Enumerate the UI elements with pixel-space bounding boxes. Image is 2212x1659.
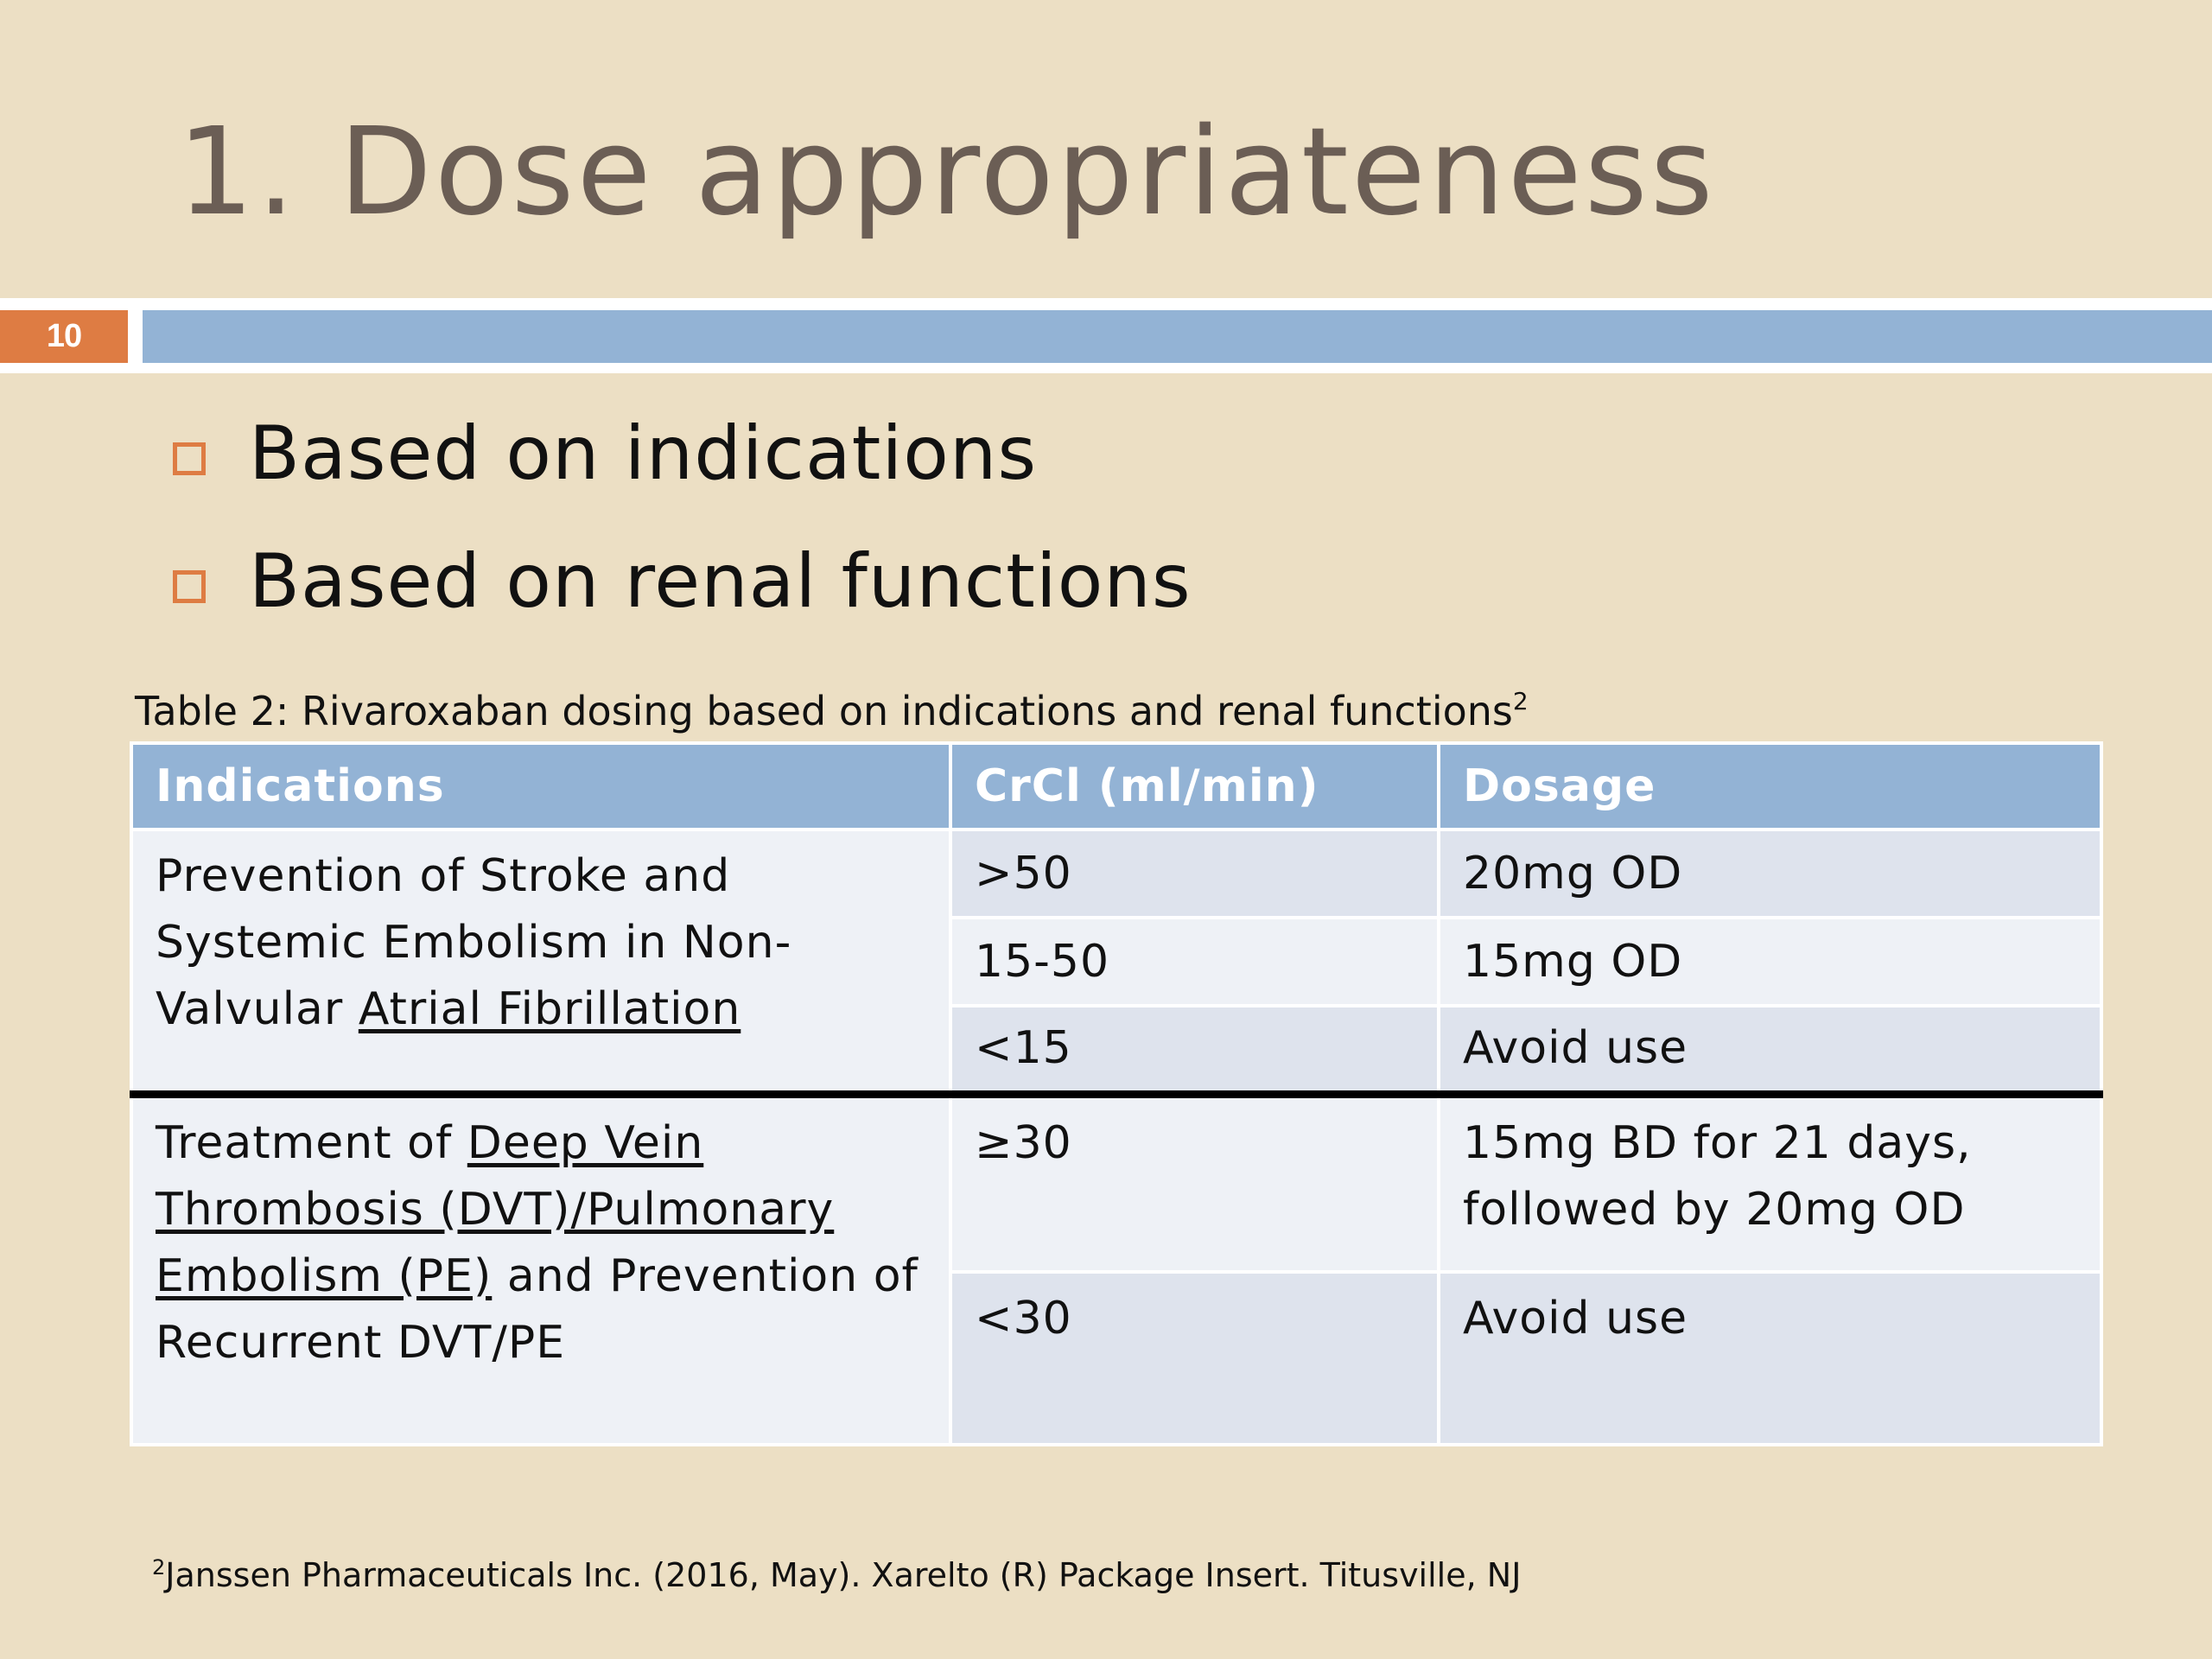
table-row: [131, 1094, 2101, 1272]
crcl-cell: 15-50: [950, 918, 1439, 1006]
indication-text: and Prevention of Recurrent DVT/PE: [156, 1249, 918, 1369]
dosage-cell: 15mg BD for 21 days, followed by 20mg OD: [1439, 1094, 2101, 1272]
crcl-cell: <30: [950, 1272, 1439, 1445]
footnote-text: Janssen Pharmaceuticals Inc. (2016, May). Xarelto (R) Package Insert. Titusville, NJ: [165, 1556, 1522, 1594]
accent-bar: [143, 310, 2212, 363]
crcl-cell: >50: [950, 830, 1439, 918]
header-crcl: CrCl (ml/min): [950, 743, 1439, 830]
slide-number: 10: [0, 310, 128, 363]
footnote-ref: 2: [152, 1555, 166, 1580]
table-caption-text: Table 2: Rivaroxaban dosing based on indications and renal functions: [135, 688, 1513, 734]
dosage-cell: Avoid use: [1439, 1272, 2101, 1445]
indication-cell: [131, 830, 950, 1094]
table-row: [131, 830, 2101, 918]
table-caption-ref: 2: [1512, 687, 1529, 715]
square-bullet-icon: [173, 442, 206, 475]
slide-title: 1. Dose appropriateness: [177, 102, 1716, 243]
indication-text: Prevention of Stroke and Systemic Embolism in Non-Valvular: [156, 850, 792, 1035]
header-indications: Indications: [131, 743, 950, 830]
dosage-cell: Avoid use: [1439, 1006, 2101, 1094]
dosage-cell: 20mg OD: [1439, 830, 2101, 918]
indication-cell: [131, 1094, 950, 1445]
table-header-row: [131, 743, 2101, 830]
indication-underlined-text: Deep Vein Thrombosis (DVT)/Pulmonary Embolism (PE): [156, 1116, 835, 1302]
indication-text: Treatment of: [156, 1116, 467, 1169]
footnote: [152, 1555, 1521, 1594]
bullet-text: Based on renal functions: [249, 538, 1192, 625]
dosage-cell: 15mg OD: [1439, 918, 2101, 1006]
square-bullet-icon: [173, 570, 206, 603]
indication-underlined-text: Atrial Fibrillation: [358, 983, 741, 1035]
dosing-table: [130, 741, 2100, 1453]
crcl-cell: ≥30: [950, 1094, 1439, 1272]
crcl-cell: <15: [950, 1006, 1439, 1094]
header-dosage: Dosage: [1439, 743, 2101, 830]
bullet-text: Based on indications: [249, 410, 1038, 497]
table-caption: [135, 687, 1529, 735]
